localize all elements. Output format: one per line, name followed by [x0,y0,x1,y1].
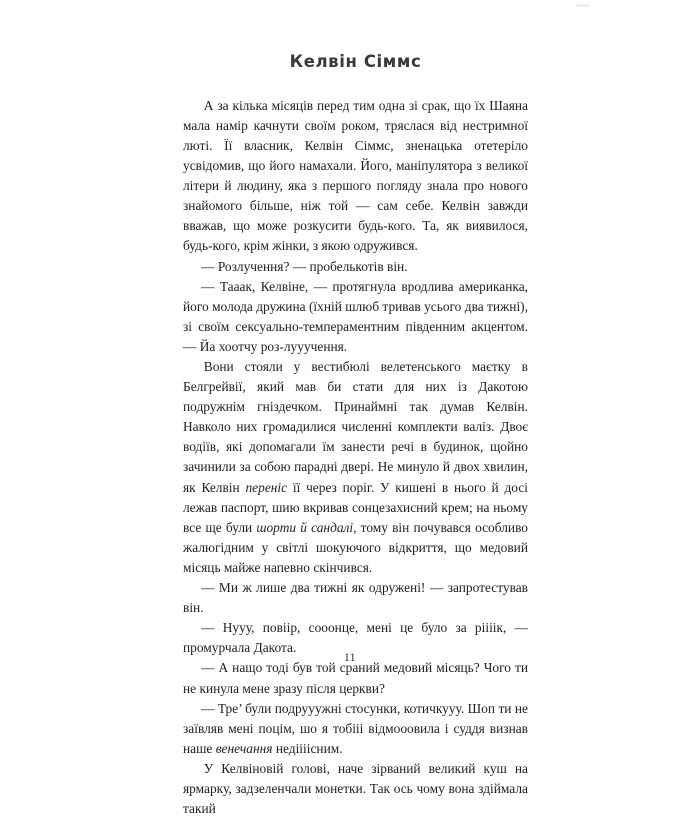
emphasised-word: переніс [245,479,288,495]
scan-artifact-mark [576,4,590,7]
paragraph-3-dialogue: — Тааак, Келвіне, — протягнула вродлива американка, його молода дружина (їхній шлюб тривав усього два тижні), зі своїм сексуально-темпераментним південним акцентом. — Йа хоотчу роз-лууучення. [183,278,528,354]
page-number-folio: 11 [343,652,357,664]
paragraph-2-dialogue: — Розлучення? — пробелькотів він. [201,258,408,274]
paragraph-5-dialogue: — Ми ж лише два тижні як одружені! — запротестував він. [183,580,528,616]
paragraph-7-dialogue: — А нащо тоді був той сраний медовий місяць? Чого ти не кинула мене зразу після церкви? [183,660,528,696]
paragraph-8-dialogue: — Тре’ були подрууужні стосунки, котичкууу. Шоп ти не заївляв мені поцім, шо я тобііі відмооовила і суддя визнав наше венечання недіііісним. [183,700,528,756]
paragraph-4: Вони стояли у вестибюлі велетенського маєтку в Белгрейвії, який мав би стати для них із Дакотою подружнім гніздечком. Принаймні так думав Келвін. Навколо них громадилися численні комплекти валіз. Двоє водіїв, які допомагали їм занести речі в будинок, щойно зачинили за собою парадні двері. Не минуло й двох хвилин, як Келвін переніс її через поріг. У кишені в нього й досі лежав паспорт, шию вкривав сонцезахисний крем; на ньому все ще були шорти й сандалі, тому він почувався особливо жалюгідним у світлі шокуючого відкриття, що медовий місяць майже напевно скінчився. [183,359,528,575]
paragraph-9: У Келвіновій голові, наче зірваний великий куш на ярмарку, задзеленчали монетки. Так ось чому вона здіймала такий [183,760,528,817]
paragraph-6-dialogue: — Нууу, повіір, сооонце, мені це було за ріііік, — промурчала Дакота. [183,620,528,656]
emphasised-word: венечання [215,740,273,756]
paragraph-1: А за кілька місяців перед тим одна зі срак, що їх Шаяна мала намір качнути своїм роком, тряслася від нестримної люті. Її власник, Келвін Сіммс, зненацька отетеріло усвідомив, що його намахали. Його, маніпулятора з великої літери й людину, яка з першого погляду знала про нового знайомого більше, ніж той — сам себе. Келвін завжди вважав, що може розкусити будь-кого. Та, як виявилося, будь-кого, крім жінки, з якою одружився. [183,97,528,254]
emphasised-word: шорти й сандалі [256,519,354,535]
chapter-title: Келвін Сіммс [289,52,422,71]
page-text-block [183,52,528,819]
